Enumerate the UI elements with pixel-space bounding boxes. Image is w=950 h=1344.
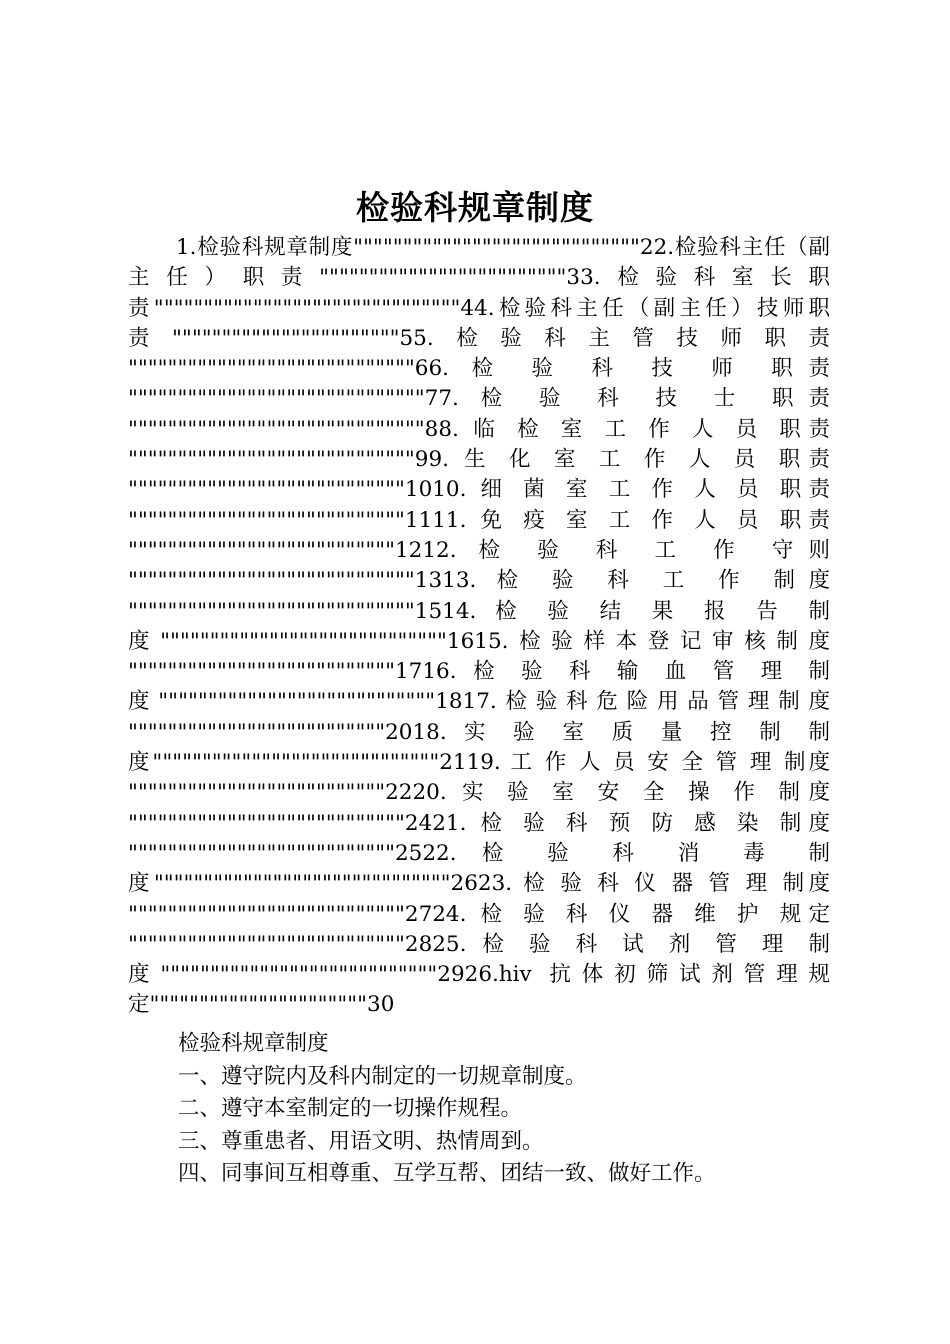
rule-item: 四、同事间互相尊重、互学互帮、团结一致、做好工作。 xyxy=(178,1161,716,1186)
rule-item: 一、遵守院内及科内制定的一切规章制度。 xyxy=(178,1063,587,1089)
document-body xyxy=(128,1028,830,1191)
document-title: 检验科规章制度 xyxy=(356,188,594,227)
section-heading: 检验科规章制度 xyxy=(178,1031,329,1056)
rule-item: 三、尊重患者、用语文明、热情周到。 xyxy=(178,1128,544,1154)
table-of-contents: 1.检验科规章制度"""""""""""""""""""""""""""""22.检验科主任（副主任）职责"""""""""""""""""""""""""33.检验科室长职责"""""""""""""""""""""""""""""""44.检验科主任（副主任）技师职责"""""""""""""""""""""""55.检验科主管技师职责 """""""""""""""""""""""""""""66. 检 验 科 技 师 职责 """"""""""""""""""""""""""""""77. 检 验 科 技 士 职责 """"""""""""""""""""""""""""""88. 临 检 室 工 作 人 员 职责 """""""""""""""""""""""""""""99. 生 化 室 工 作 人 员 职责 """"""""""""""""""""""""""""1010. 细 菌 室 工 作 人 员 职责 """"""""""""""""""""""""""""1111. 免 疫 室 工 作 人 员 职责 """""""""""""""""""""""""""1212. 检 验 科 工 作 守则 """""""""""""""""""""""""""""1313. 检 验 科 工 作 制度 """""""""""""""""""""""""""""1514. 检 验 结 果 报 告 制度"""""""""""""""""""""""""""""1615.检验样本登记审核制度 """""""""""""""""""""""""""1716. 检 验 科 输 血 管 理 制度""""""""""""""""""""""""""""1817.检验科危险用品管理制度 """"""""""""""""""""""""""2018. 实 验 室 质 量 控 制 制度"""""""""""""""""""""""""""""2119. 工 作 人 员 安 全 管 理 制度 """"""""""""""""""""""""""2220. 实 验 室 安 全 操 作 制度 """"""""""""""""""""""""""""2421. 检 验 科 预 防 感 染 制度 """""""""""""""""""""""""""2522. 检 验 科 消 毒 制度""""""""""""""""""""""""""""""2623. 检 验 科 仪 器 管 理 制度 """"""""""""""""""""""""""""2724. 检 验 科 仪 器 维 护 规定 """"""""""""""""""""""""""""2825. 检 验 科 试 剂 管 理 制度""""""""""""""""""""""""""""2926.hiv 抗体初筛试剂管理规定""""""""""""""""""""""30 xyxy=(128,235,830,1018)
rule-item: 二、遵守本室制定的一切操作规程。 xyxy=(178,1096,523,1121)
